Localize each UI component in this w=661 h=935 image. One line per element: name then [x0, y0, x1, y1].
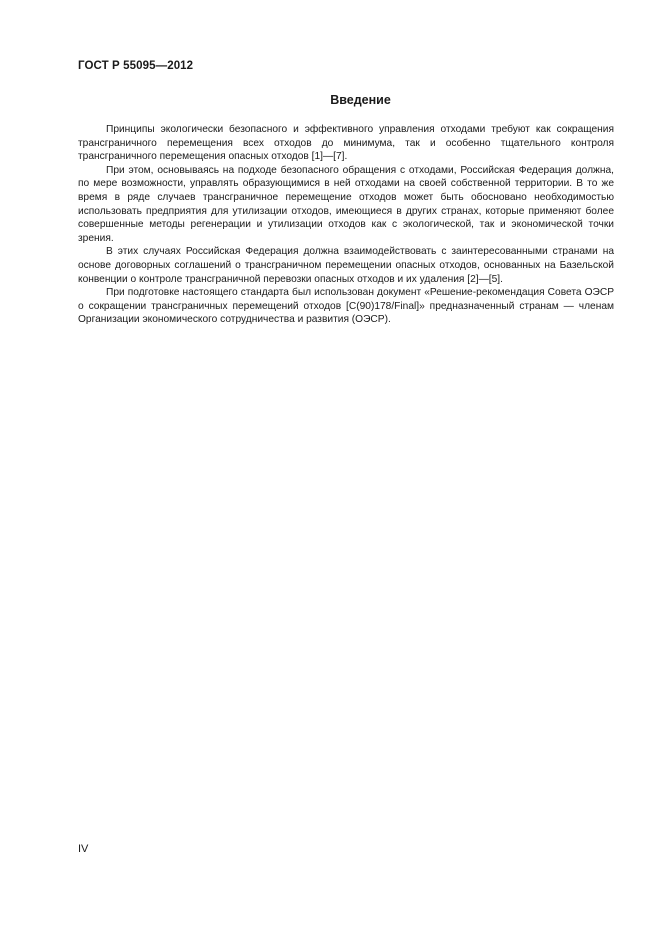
- standard-code: ГОСТ Р 55095—2012: [78, 60, 194, 72]
- paragraph: В этих случаях Российская Федерация должна взаимодействовать с заинтересованными странами на основе договорных соглашений о трансграничном перемещении опасных отходов, основанных на Базельской конвенции о контроле трансграничной перевозки опасных отходов и их удаления [2]—[5].: [78, 246, 614, 285]
- paragraph: При этом, основываясь на подходе безопасного обращения с отходами, Российская Федерация должна, по мере возможности, управлять образующимися в ней отходами на своей собственной территории. В то же время в ряде случаев трансграничное перемещение отходов может быть обосновано необходимостью использовать предприятия для утилизации отходов, имеющиеся в других странах, которые применяют более совершенные методы регенерации и утилизации отходов как с экологической, так и экономической точки зрения.: [78, 164, 614, 244]
- paragraph: Принципы экологически безопасного и эффективного управления отходами требуют как сокращения трансграничного перемещения всех отходов до минимума, так и особенно тщательного контроля трансграничного перемещения опасных отходов [1]—[7].: [78, 124, 614, 163]
- paragraph: При подготовке настоящего стандарта был использован документ «Решение-рекомендация Совета ОЭСР о сокращении трансграничных перемещений отходов [C(90)178/Final]» предназначенный странам — членам Организации экономического сотрудничества и развития (ОЭСР).: [78, 287, 614, 326]
- page-number: IV: [78, 843, 89, 855]
- introduction-body: [78, 123, 614, 327]
- section-title: Введение: [330, 93, 391, 107]
